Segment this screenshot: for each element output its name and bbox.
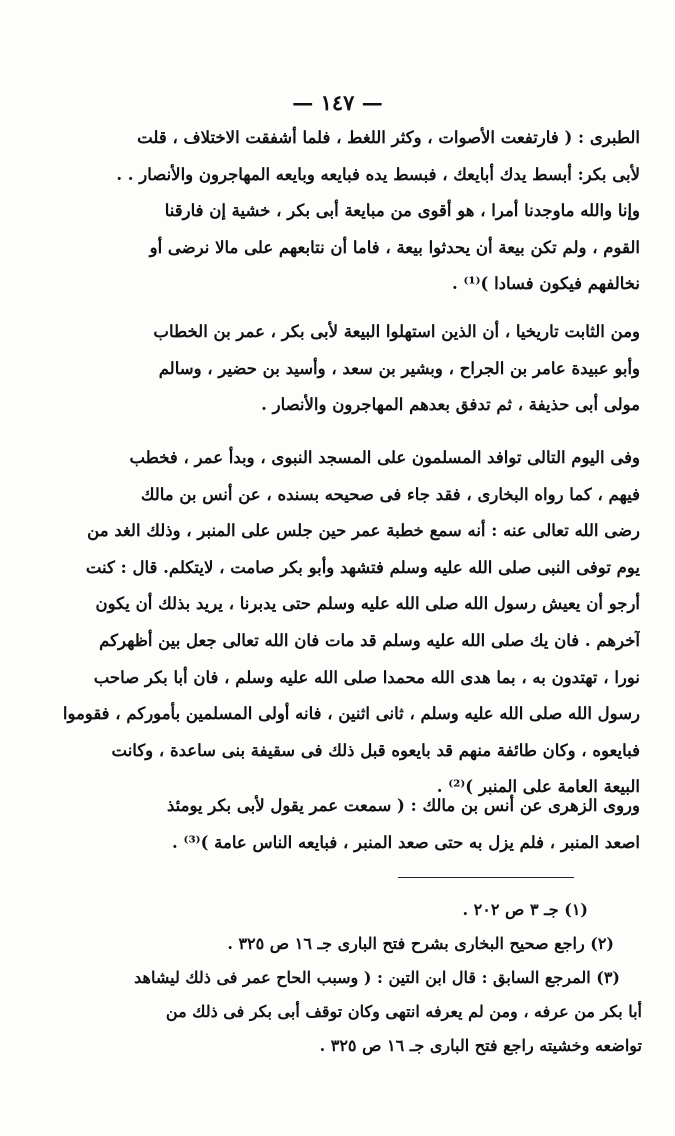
paragraph-zuhri-report [36,788,640,861]
footnotes [30,893,642,1063]
footnote-3-continued: أبا بكر من عرفه ، ومن لم يعرفه انتهى وكان توقف أبى بكر فى ذلك من [165,1002,642,1021]
text-line: يوم توفى النبى صلى الله عليه وسلم فتشهد وأبو بكر صامت ، لايتكلم. قال : كنت [85,557,640,577]
paragraph-umar-sermon [36,440,640,806]
text-line: لأبى بكر: أبسط يدك أبايعك ، فبسط يده فبايعه وبايعه المهاجرون والأنصار . . [116,164,640,184]
text-line: وأبو عبيدة عامر بن الجراح ، وبشير بن سعد ، وأسيد بن حضير ، وسالم [158,358,640,378]
text-line: نورا ، تهتدون به ، بما هدى الله محمدا صلى الله عليه وسلم ، فان أبا بكر صاحب [93,667,640,687]
paragraph-tabari-quote [36,120,640,303]
text-line: ومن الثابت تاريخيا ، أن الذين استهلوا البيعة لأبى بكر ، عمر بن الخطاب [153,322,640,341]
footnote-2: (٢) راجع صحيح البخارى بشرح فتح البارى جـ ١٦ ص ٣٢٥ . [227,934,614,953]
footnote-1: (١) جـ ٣ ص ٢٠٢ . [462,900,588,919]
text-line: رضى الله تعالى عنه : أنه سمع خطبة عمر حين جلس على المنبر ، وذلك الغد من [87,521,640,541]
text-line: فبايعوه ، وكان طائفة منهم قد بايعوه قبل ذلك فى سقيفة بنى ساعدة ، وكانت [111,740,640,760]
text-line: مولى أبى حذيفة ، ثم تدفق بعدهم المهاجرون والأنصار . [261,395,640,415]
text-line: آخرهم . فان يك صلى الله عليه وسلم قد مات فان الله تعالى جعل بين أظهركم [99,630,640,650]
text-line: القوم ، ولم تكن بيعة أن يحدثوا بيعة ، فاما أن نتابعهم على مالا نرضى أو [149,237,640,257]
footnote-3-continued: تواضعه وخشيته راجع فتح البارى جـ ١٦ ص ٣٢٥ . [319,1036,642,1055]
text-line: وفى اليوم التالى توافد المسلمون على المسجد النبوى ، وبدأ عمر ، فخطب [129,448,640,467]
text-line: نخالفهم فيكون فسادا )⁽¹⁾ . [451,274,640,294]
text-line: البيعة العامة على المنبر )⁽²⁾ . [436,777,640,797]
text-line: وإنا والله ماوجدنا أمرا ، هو أقوى من مبايعة أبى بكر ، خشية إن فارقنا [164,201,640,221]
text-line: أرجو أن يعيش رسول الله صلى الله عليه وسلم حتى يدبرنا ، يريد بذلك أن يكون [95,594,640,614]
paragraph-first-pledgers [36,314,640,424]
text-line: الطبرى : ( فارتفعت الأصوات ، وكثر اللغط ، فلما أشفقت الاختلاف ، قلت [137,128,640,147]
footnote-3: (٣) المرجع السابق : قال ابن التين : ( وسبب الحاح عمر فى ذلك ليشاهد [134,968,620,987]
text-line: رسول الله صلى الله عليه وسلم ، ثانى اثنين ، فانه أولى المسلمين بأموركم ، فقوموا [62,704,640,724]
text-line: وروى الزهرى عن أنس بن مالك : ( سمعت عمر يقول لأبى بكر يومئذ [166,796,640,815]
text-line: فيهم ، كما رواه البخارى ، فقد جاء فى صحيحه بسنده ، عن أنس بن مالك [140,484,640,504]
text-line: اصعد المنبر ، فلم يزل به حتى صعد المنبر ، فبايعه الناس عامة )⁽³⁾ . [172,832,640,852]
page-number: — ١٤٧ — [292,90,383,115]
footnote-divider [398,877,574,878]
